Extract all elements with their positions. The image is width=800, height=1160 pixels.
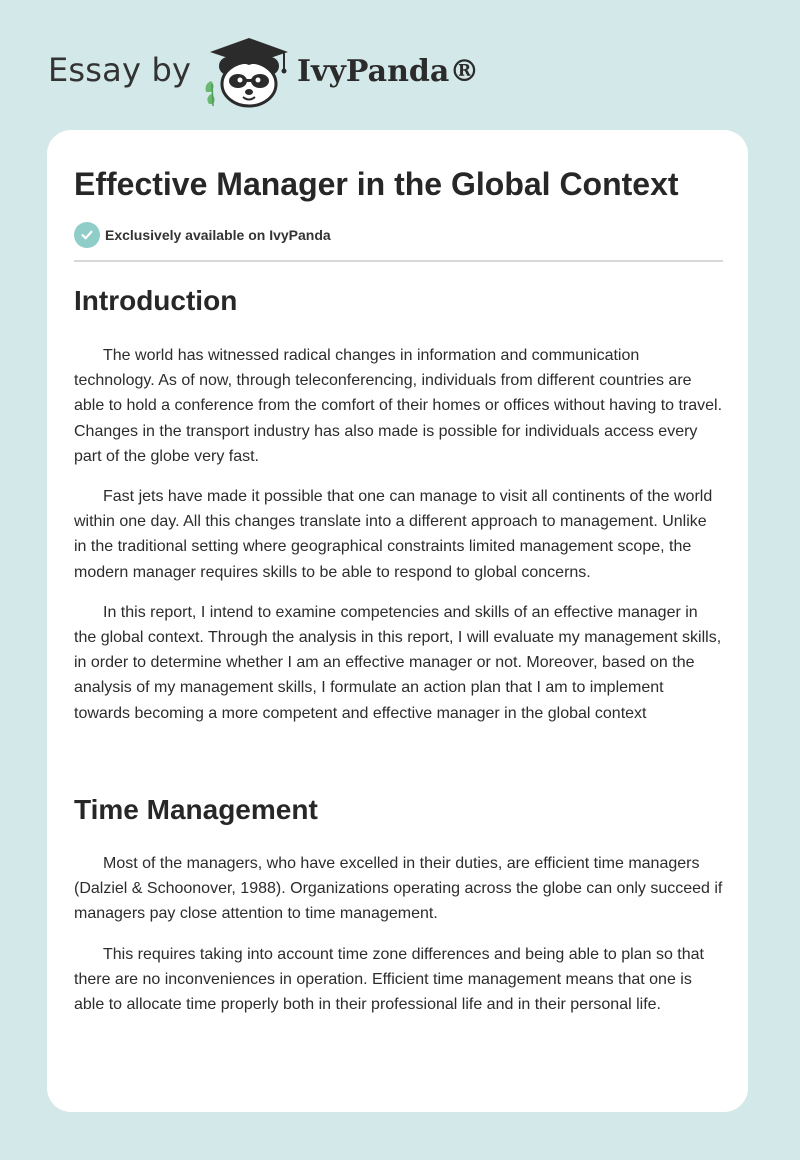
exclusive-badge bbox=[74, 222, 331, 248]
ivypanda-logo-icon[interactable] bbox=[202, 34, 294, 108]
time-management-body bbox=[74, 851, 723, 1017]
section-heading-time-management: Time Management bbox=[74, 794, 318, 825]
divider bbox=[74, 260, 723, 262]
section-heading-introduction: Introduction bbox=[74, 285, 238, 316]
paragraph: Most of the managers, who have excelled in their duties, are efficient time managers (Dalziel & Schoonover, 1988). Organizations operating across the globe can only succeed if managers pay close attention to time management. bbox=[74, 855, 723, 923]
introduction-body bbox=[74, 343, 723, 726]
paragraph: The world has witnessed radical changes in information and communication technology. As of now, through teleconferencing, individuals from different countries are able to hold a conference from the comfort of their homes or offices without having to travel. Changes in the transport industry has also made is possible for individuals access every part of the globe very fast. bbox=[74, 347, 723, 465]
essay-by-label: Essay by bbox=[48, 51, 192, 89]
site-header bbox=[48, 34, 508, 108]
essay-title: Effective Manager in the Global Context bbox=[74, 166, 679, 202]
paragraph: This requires taking into account time zone differences and being able to plan so that there are no inconveniences in operation. Efficient time management means that one is able to allocate time properly both in their professional life and in their personal life. bbox=[74, 945, 704, 1014]
brand-name[interactable]: IvyPanda® bbox=[297, 54, 480, 89]
paragraph: Fast jets have made it possible that one can manage to visit all continents of the world within one day. All this changes translate into a different approach to management. Unlike in the traditional setting where geographical constraints limited management scope, the modern manager requires skills to be able to respond to global concerns. bbox=[74, 488, 713, 581]
badge-label: Exclusively available on IvyPanda bbox=[105, 227, 331, 243]
paragraph: In this report, I intend to examine competencies and skills of an effective manager in the global context. Through the analysis in this report, I will evaluate my management skills, in order to determine whether I am an effective manager or not. Moreover, based on the analysis of my management skills, I formulate an action plan that I am to implement towards becoming a more competent and effective manager in the global context bbox=[74, 603, 722, 722]
essay-card bbox=[47, 130, 748, 1112]
check-icon bbox=[74, 222, 100, 248]
